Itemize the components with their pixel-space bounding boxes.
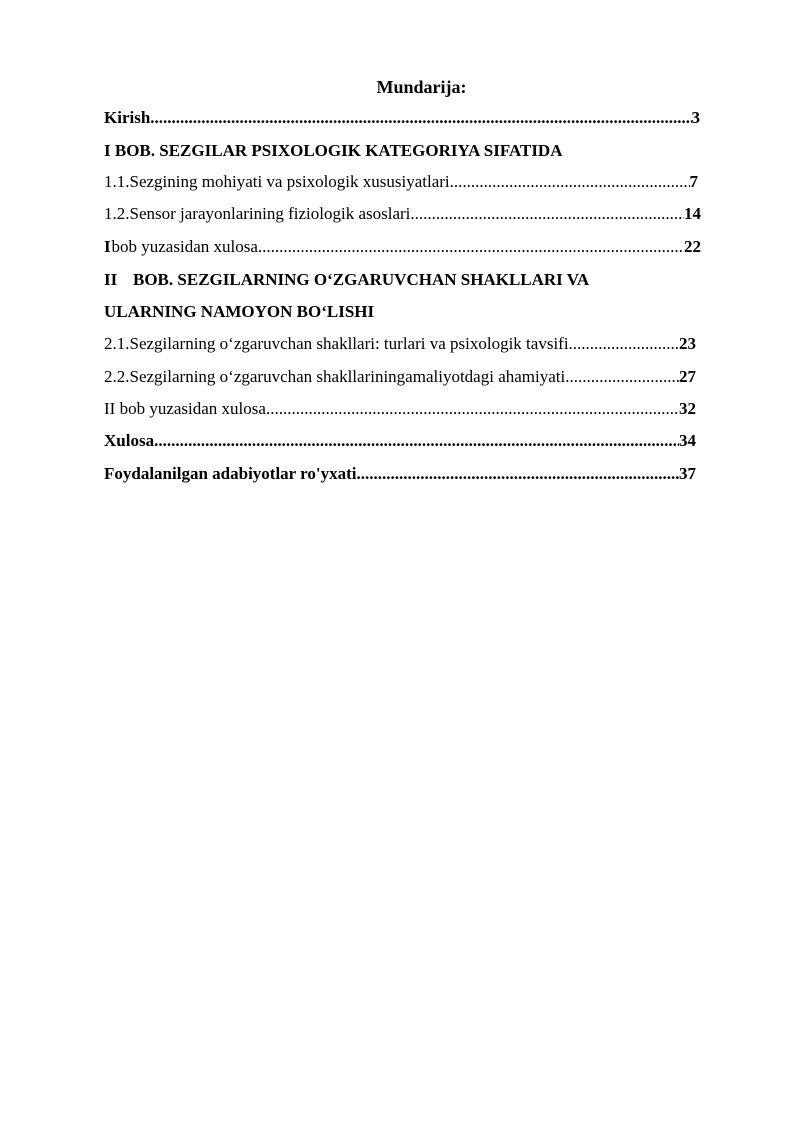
toc-entry-label: bob yuzasidan xulosa [111, 237, 258, 256]
toc-entry-label: BOB. SEZGILARNING O‘ZGARUVCHAN SHAKLLARI VA [133, 270, 590, 289]
toc-page-number: 32 [679, 399, 696, 418]
toc-dot-leader [150, 107, 691, 129]
toc-section-number: 2.2. [104, 367, 130, 386]
toc-page-number: 27 [679, 367, 696, 386]
toc-entry-label: I BOB. SEZGILAR PSIXOLOGIK KATEGORIYA SIFATIDA [104, 141, 563, 160]
toc-entry-chapter-1-conclusion[interactable] [104, 236, 701, 258]
toc-title: Mundarija: [376, 77, 467, 97]
toc-section-number: 2.1. [104, 334, 130, 353]
toc-section-number: II [104, 270, 118, 289]
toc-entry-label: Sensor jarayonlarining fiziologik asoslari [129, 204, 411, 223]
toc-dot-leader [258, 236, 684, 258]
toc-entry-label: Sezgilarning o‘zgaruvchan shakllariningamaliyotdagi ahamiyati [129, 367, 566, 386]
toc-entry-label: Sezgining mohiyati va psixologik xususiyatlari [129, 172, 450, 191]
toc-page-number: 7 [689, 172, 698, 191]
toc-page-number: 14 [684, 204, 701, 223]
toc-page-number: 23 [679, 334, 696, 353]
toc-dot-leader [565, 366, 679, 388]
toc-entry-label: Xulosa [104, 431, 155, 450]
toc-entry-label: ULARNING NAMOYON BO‘LISHI [104, 302, 375, 321]
toc-entry-xulosa[interactable] [104, 430, 696, 452]
table-of-contents [104, 0, 700, 1131]
toc-dot-leader [569, 333, 679, 355]
toc-entry-2-2[interactable] [104, 366, 696, 388]
toc-dot-leader [266, 398, 679, 420]
toc-entry-kirish[interactable] [104, 107, 700, 129]
toc-entry-1-1[interactable] [104, 171, 698, 193]
toc-section-number: 1.1. [104, 172, 130, 191]
toc-chapter-1-heading[interactable] [104, 140, 563, 162]
toc-page-number: 22 [684, 237, 701, 256]
toc-dot-leader [154, 430, 679, 452]
toc-dot-leader [450, 171, 690, 193]
toc-entry-label: Kirish [104, 108, 151, 127]
toc-dot-leader [357, 463, 679, 485]
toc-entry-references[interactable] [104, 463, 696, 485]
toc-entry-label: Sezgilarning o‘zgaruvchan shakllari: turlari va psixologik tavsifi [129, 334, 569, 353]
toc-entry-chapter-2-conclusion[interactable] [104, 398, 696, 420]
toc-chapter-2-heading[interactable] [104, 269, 589, 291]
toc-entry-label: Foydalanilgan adabiyotlar ro'yxati [104, 464, 357, 483]
toc-section-number: 1.2. [104, 204, 130, 223]
toc-page-number: 34 [679, 431, 696, 450]
toc-page-number: 3 [691, 108, 700, 127]
toc-chapter-2-heading-continued[interactable] [104, 301, 374, 323]
toc-section-number: I [104, 237, 111, 256]
toc-page-number: 37 [679, 464, 696, 483]
toc-dot-leader [410, 203, 684, 225]
toc-entry-2-1[interactable] [104, 333, 696, 355]
toc-entry-label: II bob yuzasidan xulosa [104, 399, 266, 418]
toc-entry-1-2[interactable] [104, 203, 701, 225]
